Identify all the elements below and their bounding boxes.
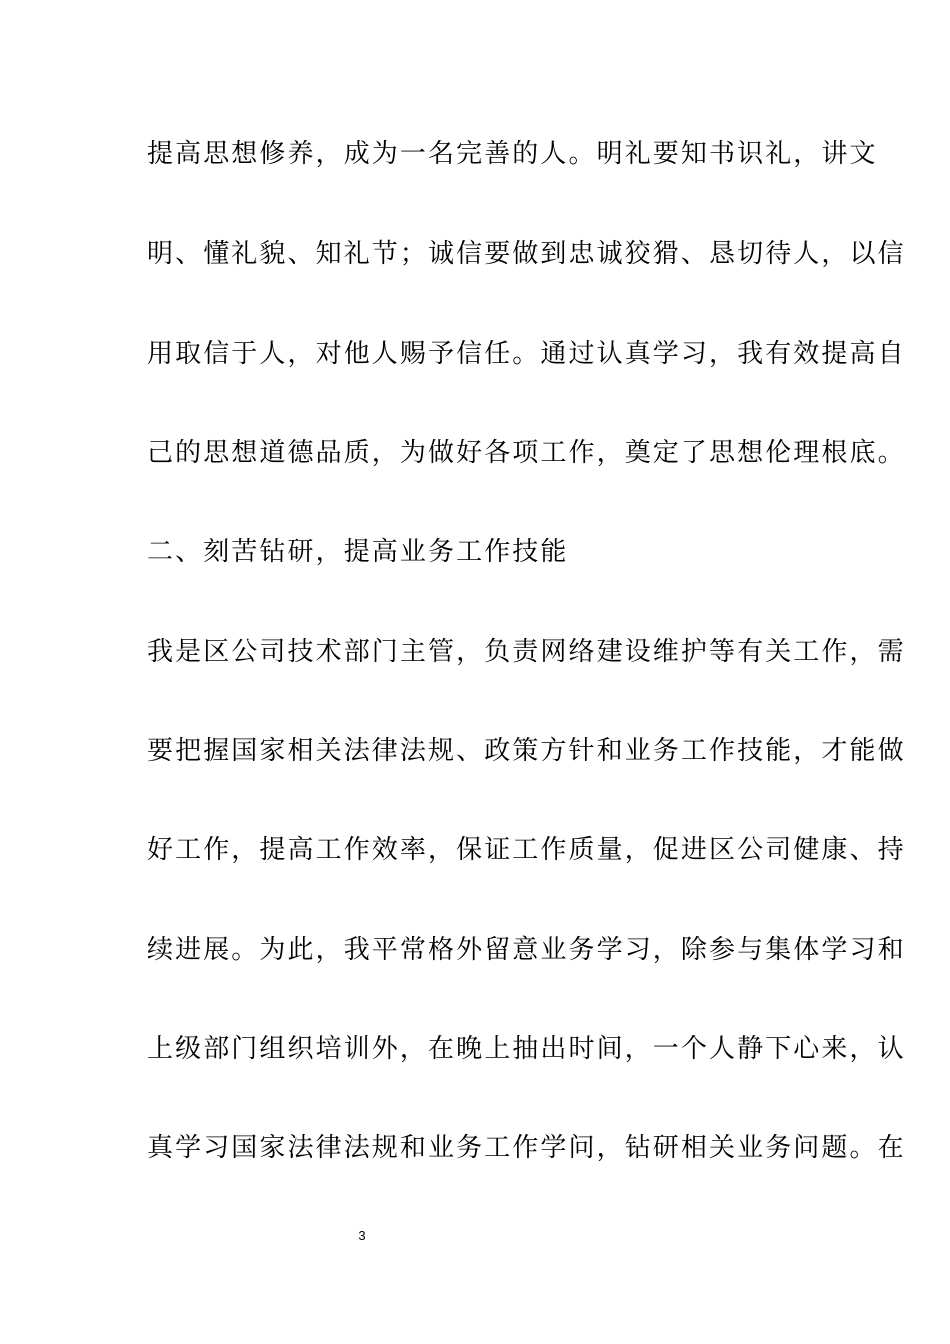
paragraph-line: 续进展。为此，我平常格外留意业务学习，除参与集体学习和 <box>147 935 906 965</box>
paragraph-line: 提高思想修养，成为一名完善的人。明礼要知书识礼，讲文 <box>147 139 878 169</box>
paragraph-line: 好工作，提高工作效率，保证工作质量，促进区公司健康、持 <box>147 835 906 865</box>
paragraph-line: 真学习国家法律法规和业务工作学问，钻研相关业务问题。在 <box>147 1133 906 1163</box>
page-number: 3 <box>358 1228 366 1243</box>
paragraph-line: 上级部门组织培训外，在晚上抽出时间，一个人静下心来，认 <box>147 1034 906 1064</box>
paragraph-line: 要把握国家相关法律法规、政策方针和业务工作技能，才能做 <box>147 736 906 766</box>
paragraph-line: 明、懂礼貌、知礼节；诚信要做到忠诚狡猾、恳切待人，以信 <box>147 239 906 269</box>
section-heading: 二、刻苦钻研，提高业务工作技能 <box>147 537 569 567</box>
paragraph-line: 用取信于人，对他人赐予信任。通过认真学习，我有效提高自 <box>147 339 906 369</box>
paragraph-line: 己的思想道德品质，为做好各项工作，奠定了思想伦理根底。 <box>147 438 906 468</box>
paragraph-line: 我是区公司技术部门主管，负责网络建设维护等有关工作，需 <box>147 637 906 667</box>
